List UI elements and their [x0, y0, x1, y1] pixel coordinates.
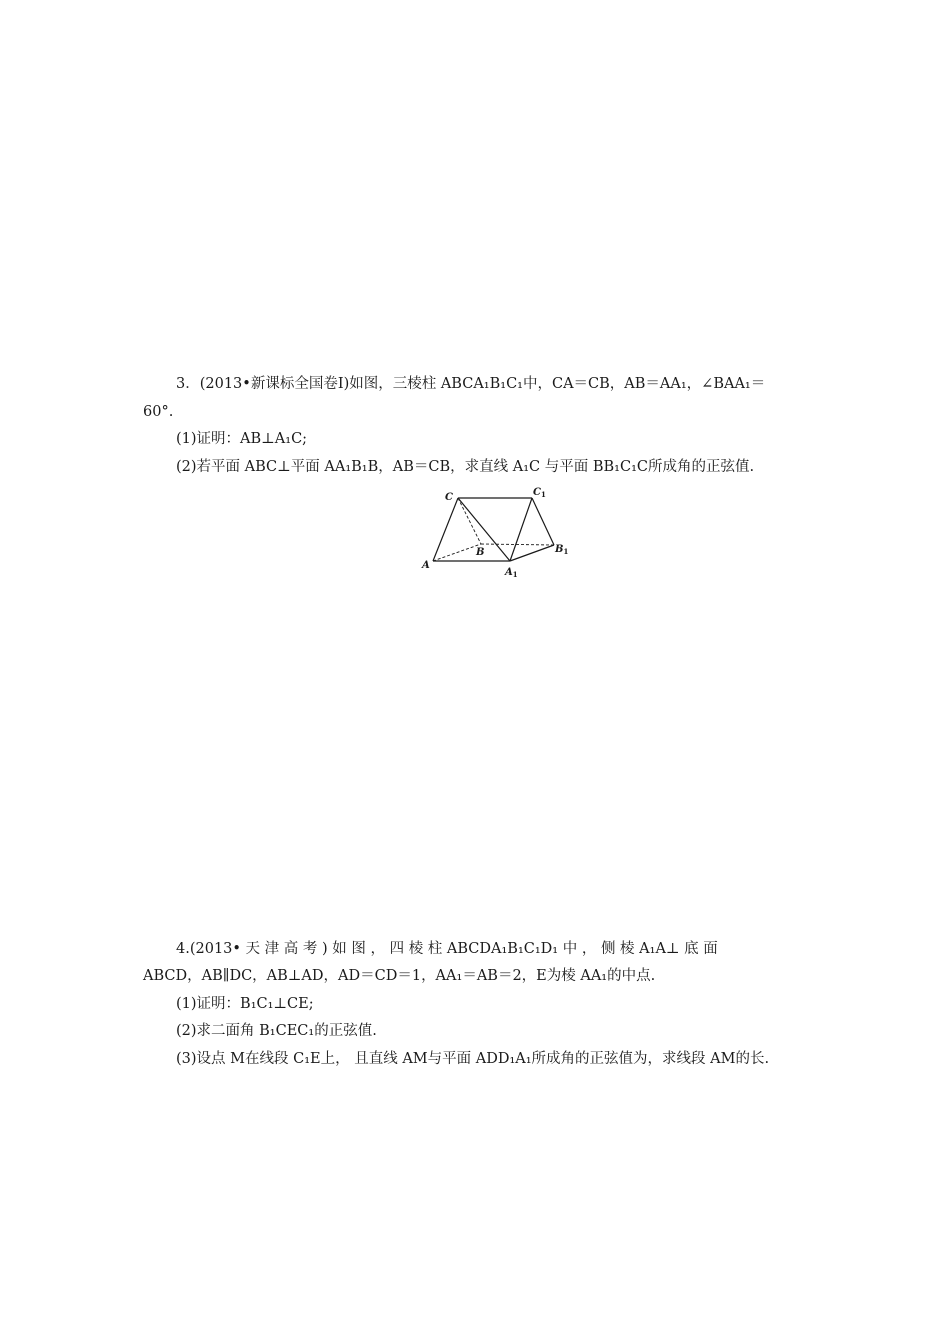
vertex-label-a: A: [422, 560, 430, 571]
edge-a1-b1: [510, 545, 554, 561]
problem-4-part-3: (3)设点 M在线段 C₁E上， 且直线 AM与平面 ADD₁A₁所成角的正弦值为，求线段 AM的长.: [176, 1051, 770, 1067]
vertex-label-b: B: [476, 547, 485, 558]
problem-4-part-2: (2)求二面角 B₁CEC₁的正弦值.: [176, 1023, 377, 1039]
problem-3-statement: 3．(2013•新课标全国卷Ⅰ)如图，三棱柱 ABCA₁B₁C₁中，CA＝CB，AB＝AA₁，∠BAA₁＝: [176, 376, 766, 392]
problem-3-part-2: (2)若平面 ABC⊥平面 AA₁B₁B，AB＝CB，求直线 A₁C 与平面 BB₁C₁C所成角的正弦值.: [176, 459, 755, 475]
prism-diagram: [418, 484, 568, 584]
edge-c1-b1: [532, 498, 554, 545]
edge-c1-a1: [510, 498, 532, 561]
vertex-label-b1: $B_1$: [555, 544, 569, 556]
hidden-edge-a-b: [433, 544, 481, 561]
vertex-label-c: C: [445, 492, 453, 503]
vertex-label-a1: $A_1$: [505, 567, 518, 579]
problem-3-part-1: (1)证明：AB⊥A₁C;: [176, 431, 308, 447]
edge-c-a: [433, 498, 458, 561]
problem-4-part-1: (1)证明：B₁C₁⊥CE;: [176, 996, 314, 1012]
hidden-edge-b-b1: [481, 544, 554, 545]
prism-figure: [418, 484, 568, 584]
problem-4-statement-cont: ABCD，AB∥DC，AB⊥AD，AD＝CD＝1，AA₁＝AB＝2，E为棱 AA₁的中点.: [143, 968, 656, 984]
vertex-label-c1: $C_1$: [533, 487, 546, 499]
problem-3-statement-cont: 60°.: [143, 404, 174, 420]
problem-4-statement: 4.(2013• 天 津 高 考 ) 如 图 ， 四 棱 柱 ABCDA₁B₁C₁D₁ 中 ， 侧 棱 A₁A⊥ 底 面: [176, 941, 718, 957]
